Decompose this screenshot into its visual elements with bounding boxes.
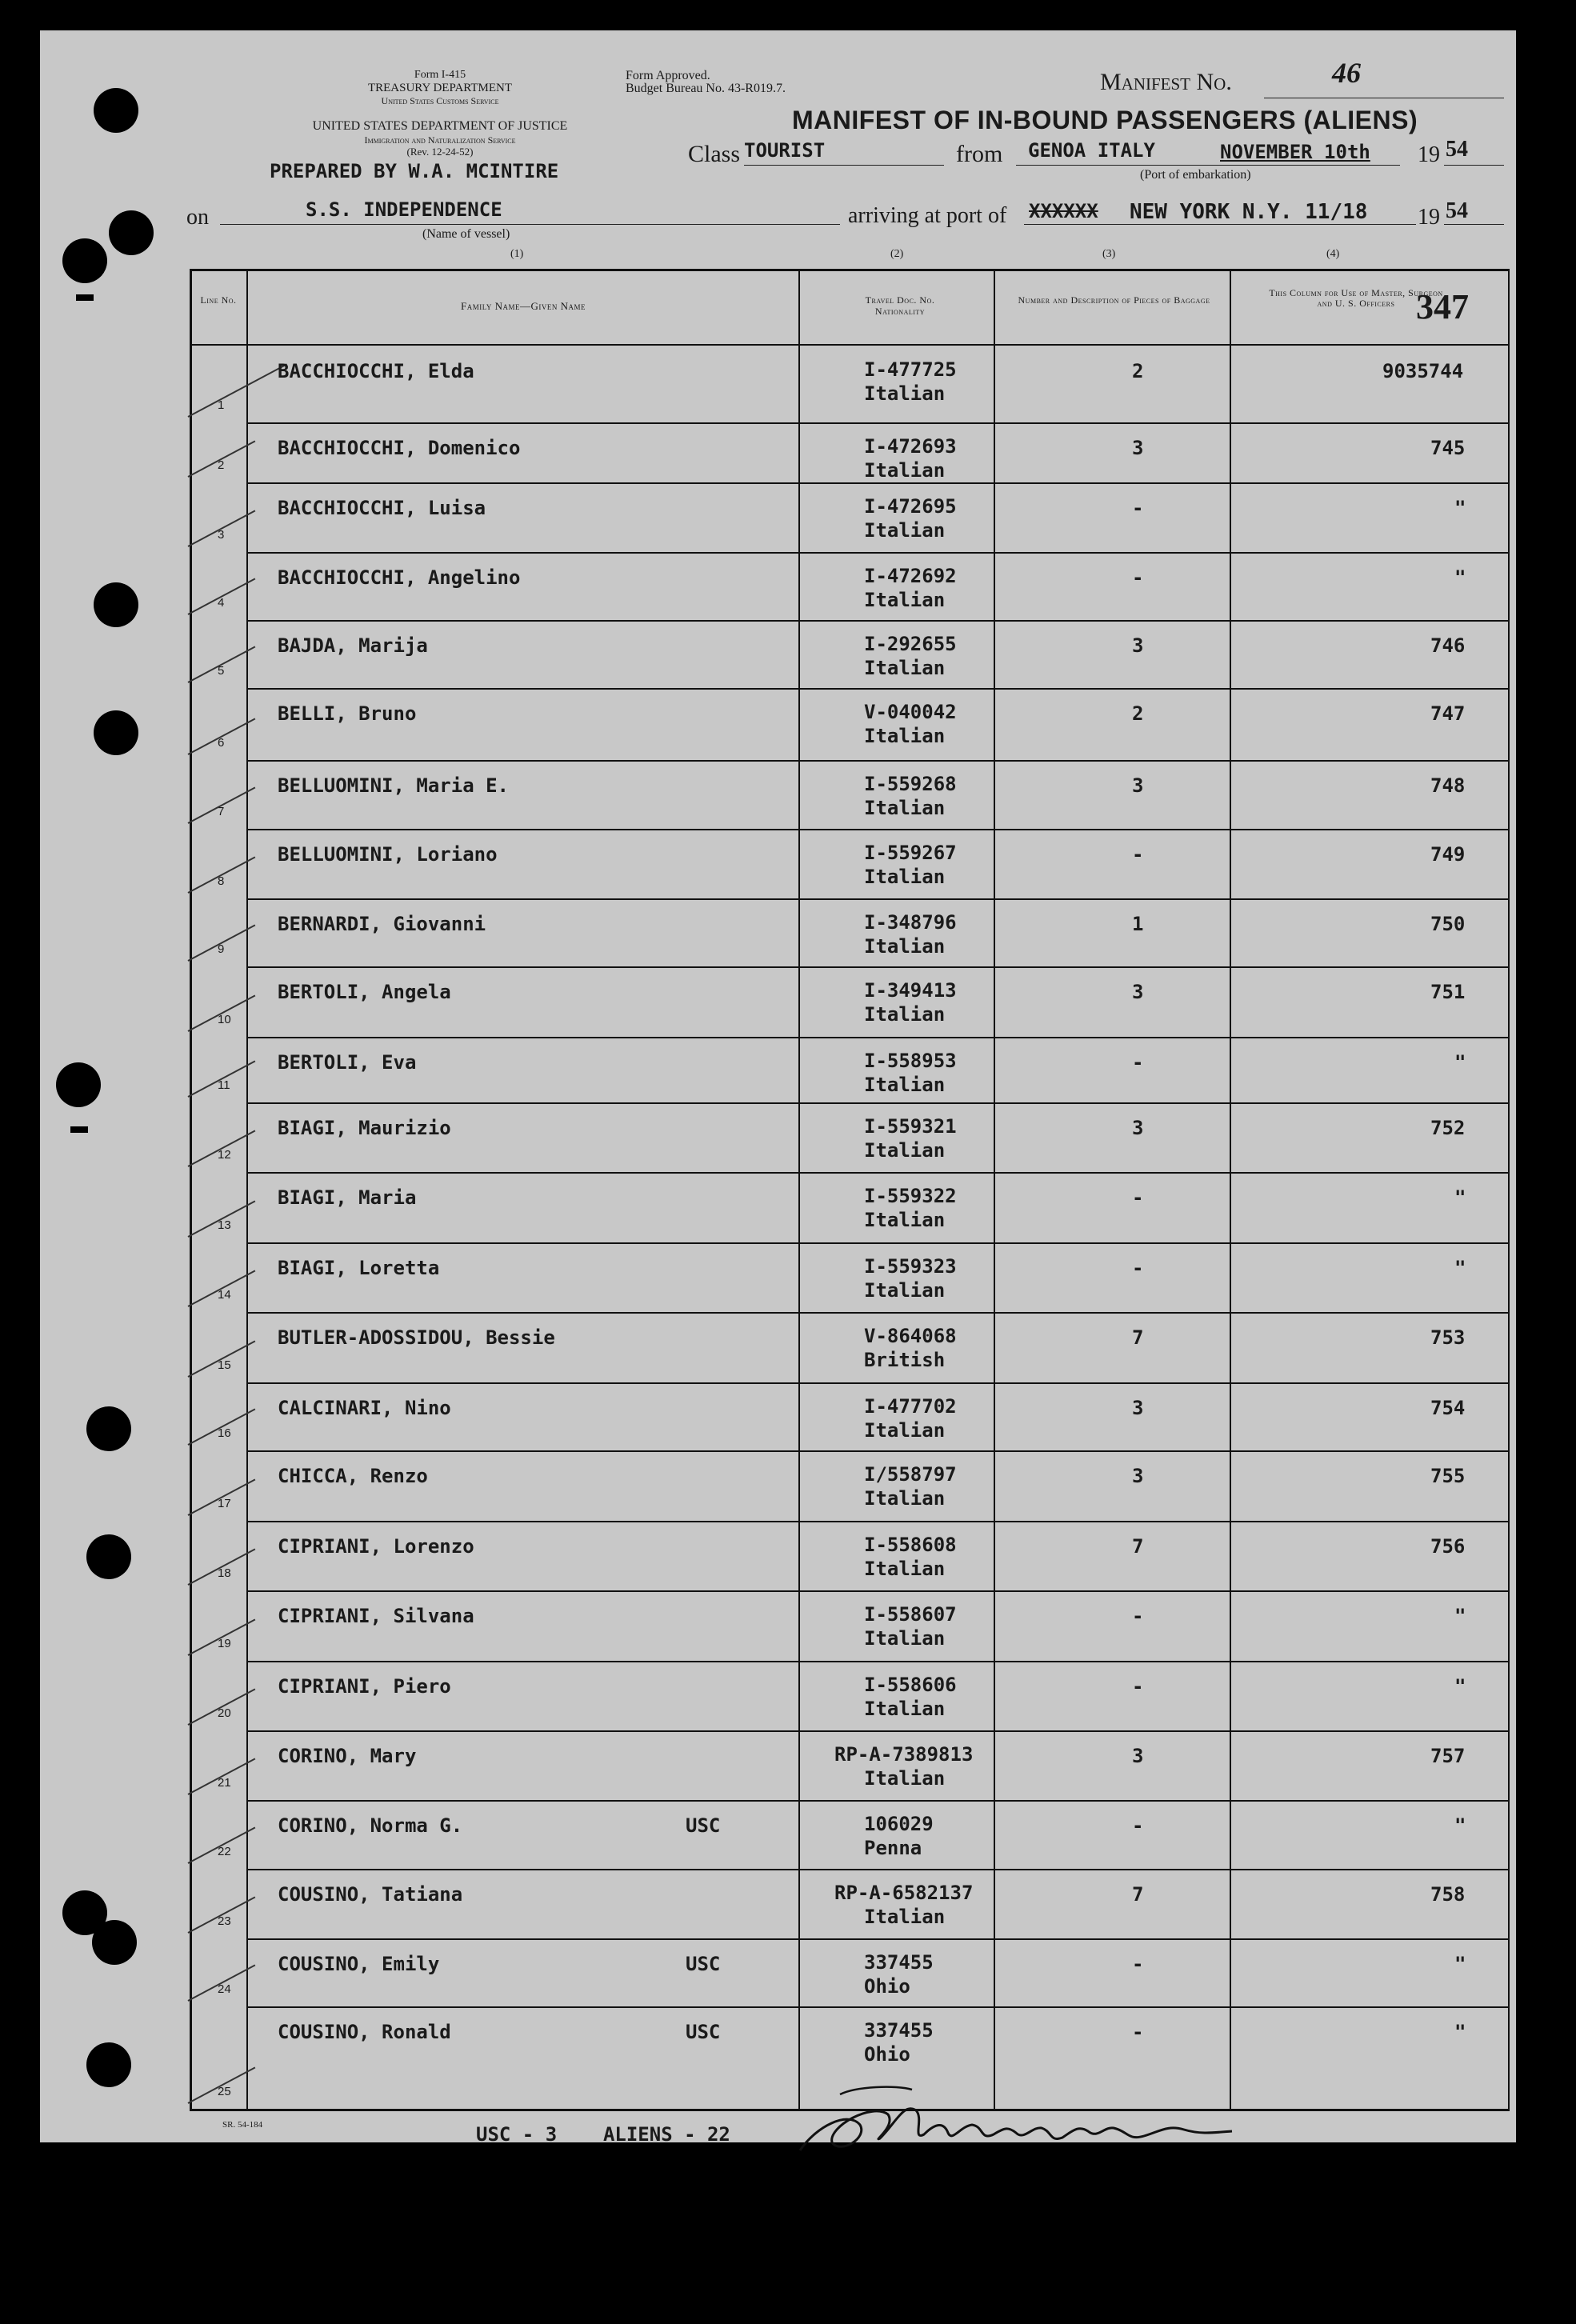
baggage-count: -	[1132, 843, 1144, 866]
line-number: 4	[218, 596, 225, 610]
nationality: Italian	[864, 459, 946, 482]
travel-doc-number: I-477725	[864, 358, 957, 381]
travel-doc-number: RP-A-6582137	[834, 1882, 974, 1904]
line-number: 25	[218, 2085, 231, 2098]
travel-doc-number: V-864068	[864, 1325, 957, 1347]
from-value: GENOA ITALY	[1028, 139, 1155, 162]
officer-number: 745	[1430, 437, 1466, 459]
row-divider	[246, 1242, 1510, 1244]
travel-doc-number: I-348796	[864, 911, 957, 934]
col-number: (2)	[890, 248, 904, 260]
officer-number: "	[1454, 566, 1466, 589]
line-number: 21	[218, 1776, 231, 1790]
baggage-count: -	[1132, 1953, 1144, 1975]
line-number: 9	[218, 942, 225, 956]
col-number: (4)	[1326, 248, 1340, 260]
arriving-port: NEW YORK N.Y. 11/18	[1130, 200, 1368, 224]
signature	[784, 2078, 1264, 2166]
year-value: 54	[1446, 137, 1468, 162]
arriving-crossed: XXXXXX	[1029, 200, 1098, 222]
row-divider	[246, 1102, 1510, 1104]
baggage-count: 2	[1132, 360, 1144, 382]
line-number: 6	[218, 736, 225, 750]
officer-number: 753	[1430, 1326, 1466, 1349]
officer-number: "	[1454, 2021, 1466, 2043]
row-divider	[246, 1800, 1510, 1802]
row-divider	[246, 1521, 1510, 1522]
passenger-name: BACCHIOCCHI, Elda	[278, 360, 474, 382]
treasury-department: TREASURY DEPARTMENT	[367, 82, 513, 94]
port-caption: (Port of embarkation)	[1140, 168, 1251, 182]
baggage-count: 3	[1132, 774, 1144, 797]
nationality: Italian	[864, 1139, 946, 1162]
passenger-name: BIAGI, Loretta	[278, 1257, 440, 1279]
line-number: 2	[218, 458, 225, 472]
officer-number: 755	[1430, 1465, 1466, 1487]
officer-number: 747	[1430, 702, 1466, 725]
baggage-count: 3	[1132, 437, 1144, 459]
travel-doc-number: I-292655	[864, 633, 957, 655]
year-value: 54	[1446, 198, 1468, 223]
baggage-count: 2	[1132, 702, 1144, 725]
passenger-name: BERNARDI, Giovanni	[278, 913, 486, 935]
officer-number: 9035744	[1382, 360, 1464, 382]
line-number: 13	[218, 1218, 231, 1232]
passenger-name: CIPRIANI, Silvana	[278, 1605, 474, 1627]
row-divider	[246, 1382, 1510, 1384]
officer-number: 752	[1430, 1117, 1466, 1139]
usc-flag: USC	[686, 1814, 721, 1837]
row-divider	[246, 1172, 1510, 1174]
passenger-name: COUSINO, Ronald	[278, 2021, 451, 2043]
nationality: Italian	[864, 1209, 946, 1231]
travel-doc-number: RP-A-7389813	[834, 1743, 974, 1766]
vessel-name: S.S. INDEPENDENCE	[306, 198, 502, 221]
row-divider	[246, 1037, 1510, 1038]
manifest-table	[40, 30, 1516, 2142]
line-number: 8	[218, 874, 225, 888]
passenger-name: BERTOLI, Eva	[278, 1051, 417, 1074]
travel-doc-number: I-559321	[864, 1115, 957, 1138]
officer-number: 756	[1430, 1535, 1466, 1558]
passenger-name: CALCINARI, Nino	[278, 1397, 451, 1419]
form-code: SR. 54-184	[222, 2120, 263, 2130]
baggage-count: 3	[1132, 1745, 1144, 1767]
prepared-by: PREPARED BY W.A. MCINTIRE	[270, 160, 559, 182]
row-divider	[246, 2006, 1510, 2008]
budget-bureau: Budget Bureau No. 43-R019.7.	[626, 82, 786, 95]
form-approved: Form Approved.	[626, 69, 710, 82]
row-divider	[246, 1590, 1510, 1592]
line-number: 11	[218, 1078, 230, 1092]
officer-number: 751	[1430, 981, 1466, 1003]
passenger-name: COUSINO, Emily	[278, 1953, 440, 1975]
baggage-count: 1	[1132, 913, 1144, 935]
nationality: Italian	[864, 1627, 946, 1650]
nationality: Italian	[864, 382, 946, 405]
manifest-label: Manifest No.	[1100, 69, 1232, 95]
nationality: Italian	[864, 1074, 946, 1096]
form-number: Form I-415	[414, 69, 466, 81]
nationality: Italian	[864, 589, 946, 611]
col-header-line: Line No.	[200, 294, 237, 306]
arriving-label: arriving at port of	[848, 203, 1007, 228]
nationality: British	[864, 1349, 946, 1371]
baggage-count: -	[1132, 2021, 1144, 2043]
travel-doc-number: V-040042	[864, 701, 957, 723]
travel-doc-number: 337455	[864, 2019, 934, 2042]
totals: USC - 3 ALIENS - 22	[476, 2123, 730, 2146]
baggage-count: -	[1132, 497, 1144, 519]
baggage-count: -	[1132, 1186, 1144, 1209]
passenger-name: BACCHIOCCHI, Luisa	[278, 497, 486, 519]
baggage-count: -	[1132, 1051, 1144, 1074]
line-number: 10	[218, 1013, 231, 1026]
officer-number: 748	[1430, 774, 1466, 797]
ins-label: Immigration and Naturalization Service	[364, 134, 516, 146]
travel-doc-number: I-558606	[864, 1674, 957, 1696]
stamp-number: 347	[1416, 287, 1469, 326]
on-label: on	[186, 205, 209, 230]
col-header-officers: This Column for Use of Master, Surgeon and U. S. Officers	[1269, 287, 1443, 309]
passenger-name: BACCHIOCCHI, Angelino	[278, 566, 521, 589]
passenger-name: BACCHIOCCHI, Domenico	[278, 437, 521, 459]
nationality: Italian	[864, 797, 946, 819]
nationality: Italian	[864, 519, 946, 542]
department-of-justice: UNITED STATES DEPARTMENT OF JUSTICE	[312, 119, 568, 133]
passenger-name: BUTLER-ADOSSIDOU, Bessie	[278, 1326, 555, 1349]
year-label: 19	[1418, 142, 1440, 167]
baggage-count: -	[1132, 1675, 1144, 1698]
nationality: Ohio	[864, 1975, 910, 1998]
row-divider	[246, 1869, 1510, 1870]
manifest-page	[40, 30, 1516, 2146]
row-divider	[246, 552, 1510, 554]
row-divider	[246, 1312, 1510, 1314]
travel-doc-number: 106029	[864, 1813, 934, 1835]
baggage-count: 7	[1132, 1883, 1144, 1906]
passenger-name: CORINO, Mary	[278, 1745, 417, 1767]
officer-number: 754	[1430, 1397, 1466, 1419]
travel-doc-number: I-472692	[864, 565, 957, 587]
revision-date: (Rev. 12-24-52)	[406, 146, 474, 158]
manifest-number: 46	[1332, 57, 1361, 89]
row-divider	[246, 688, 1510, 690]
baggage-count: -	[1132, 566, 1144, 589]
row-divider	[246, 422, 1510, 424]
officer-number: "	[1454, 1257, 1466, 1279]
passenger-name: BIAGI, Maria	[278, 1186, 417, 1209]
officer-number: "	[1454, 1675, 1466, 1698]
passenger-name: BELLI, Bruno	[278, 702, 417, 725]
passenger-name: BELLUOMINI, Loriano	[278, 843, 498, 866]
line-number: 5	[218, 664, 225, 678]
travel-doc-number: I-472695	[864, 495, 957, 518]
travel-doc-number: I-472693	[864, 435, 957, 458]
row-divider	[246, 829, 1510, 830]
nationality: Italian	[864, 1558, 946, 1580]
officer-number: 746	[1430, 634, 1466, 657]
officer-number: "	[1454, 1186, 1466, 1209]
officer-number: "	[1454, 497, 1466, 519]
line-number: 12	[218, 1148, 231, 1162]
col-header-baggage: Number and Description of Pieces of Baggage	[1018, 294, 1210, 306]
row-divider	[246, 1661, 1510, 1662]
class-value: TOURIST	[744, 139, 826, 162]
line-number: 7	[218, 805, 225, 818]
baggage-count: 3	[1132, 1117, 1144, 1139]
nationality: Penna	[864, 1837, 922, 1859]
passenger-name: CIPRIANI, Piero	[278, 1675, 451, 1698]
travel-doc-number: I-349413	[864, 979, 957, 1002]
baggage-count: 3	[1132, 981, 1144, 1003]
line-number: 20	[218, 1706, 231, 1720]
line-number: 22	[218, 1845, 231, 1858]
baggage-count: 3	[1132, 1465, 1144, 1487]
row-divider	[246, 898, 1510, 900]
officer-number: "	[1454, 1051, 1466, 1074]
officer-number: 758	[1430, 1883, 1466, 1906]
row-divider	[246, 966, 1510, 968]
passenger-name: BIAGI, Maurizio	[278, 1117, 451, 1139]
nationality: Italian	[864, 1003, 946, 1026]
usc-flag: USC	[686, 2021, 721, 2043]
nationality: Italian	[864, 935, 946, 958]
line-number: 24	[218, 1982, 231, 1996]
line-number: 14	[218, 1288, 231, 1302]
officer-number: "	[1454, 1605, 1466, 1627]
passenger-name: CIPRIANI, Lorenzo	[278, 1535, 474, 1558]
officer-number: "	[1454, 1953, 1466, 1975]
officer-number: 749	[1430, 843, 1466, 866]
travel-doc-number: I-558607	[864, 1603, 957, 1626]
nationality: Ohio	[864, 2043, 910, 2066]
customs-service: United States Customs Service	[381, 95, 499, 106]
nationality: Italian	[864, 866, 946, 888]
col-header-doc: Travel Doc. No. Nationality	[865, 294, 935, 317]
travel-doc-number: 337455	[864, 1951, 934, 1974]
baggage-count: 3	[1132, 1397, 1144, 1419]
nationality: Italian	[864, 1279, 946, 1302]
line-number: 16	[218, 1426, 231, 1440]
vessel-caption: (Name of vessel)	[422, 227, 510, 241]
col-number: (3)	[1102, 248, 1116, 260]
baggage-count: -	[1132, 1257, 1144, 1279]
travel-doc-number: I-477702	[864, 1395, 957, 1418]
line-number: 18	[218, 1566, 231, 1580]
nationality: Italian	[864, 725, 946, 747]
manifest-title: MANIFEST OF IN-BOUND PASSENGERS (ALIENS)	[792, 106, 1418, 134]
officer-number: 750	[1430, 913, 1466, 935]
travel-doc-number: I-559322	[864, 1185, 957, 1207]
date-value: NOVEMBER 10th	[1220, 141, 1370, 163]
officer-number: "	[1454, 1814, 1466, 1837]
baggage-count: 7	[1132, 1535, 1144, 1558]
line-number: 3	[218, 528, 225, 542]
passenger-name: BELLUOMINI, Maria E.	[278, 774, 509, 797]
row-divider	[246, 760, 1510, 762]
col-number: (1)	[510, 248, 524, 260]
from-label: from	[956, 141, 1003, 167]
nationality: Italian	[864, 1698, 946, 1720]
passenger-name: CORINO, Norma G.	[278, 1814, 463, 1837]
passenger-name: BAJDA, Marija	[278, 634, 428, 657]
row-divider	[246, 620, 1510, 622]
line-number: 17	[218, 1497, 231, 1510]
nationality: Italian	[864, 1906, 946, 1928]
nationality: Italian	[864, 1767, 946, 1790]
line-number: 1	[218, 398, 225, 412]
travel-doc-number: I-559268	[864, 773, 957, 795]
travel-doc-number: I-558953	[864, 1050, 957, 1072]
passenger-name: COUSINO, Tatiana	[278, 1883, 463, 1906]
class-label: Class	[688, 141, 741, 167]
row-divider	[246, 482, 1510, 484]
row-divider	[246, 1730, 1510, 1732]
nationality: Italian	[864, 1419, 946, 1442]
line-number: 23	[218, 1914, 231, 1928]
travel-doc-number: I-559323	[864, 1255, 957, 1278]
travel-doc-number: I/558797	[864, 1463, 957, 1486]
year-label: 19	[1418, 205, 1440, 230]
nationality: Italian	[864, 657, 946, 679]
baggage-count: -	[1132, 1814, 1144, 1837]
passenger-name: BERTOLI, Angela	[278, 981, 451, 1003]
baggage-count: -	[1132, 1605, 1144, 1627]
col-header-name: Family Name—Given Name	[461, 300, 586, 312]
row-divider	[246, 1450, 1510, 1452]
officer-number: 757	[1430, 1745, 1466, 1767]
usc-flag: USC	[686, 1953, 721, 1975]
travel-doc-number: I-559267	[864, 842, 957, 864]
line-number: 19	[218, 1637, 231, 1650]
passenger-name: CHICCA, Renzo	[278, 1465, 428, 1487]
line-number: 15	[218, 1358, 231, 1372]
nationality: Italian	[864, 1487, 946, 1510]
travel-doc-number: I-558608	[864, 1534, 957, 1556]
baggage-count: 3	[1132, 634, 1144, 657]
baggage-count: 7	[1132, 1326, 1144, 1349]
check-mark	[188, 363, 288, 417]
row-divider	[246, 1938, 1510, 1940]
